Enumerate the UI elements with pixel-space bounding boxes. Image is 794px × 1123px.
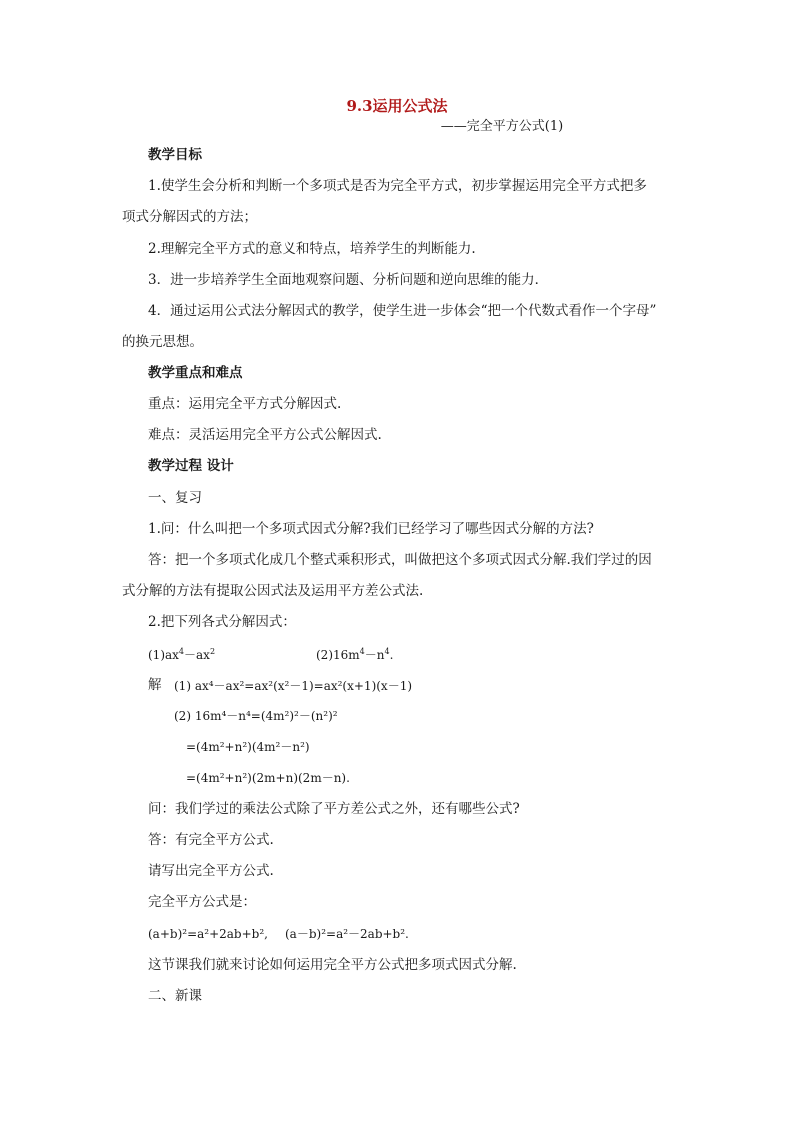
solution-line-1: (1) ax⁴－ax²=ax²(x²－1)=ax²(x+1)(x－1) [174,679,413,693]
page-subtitle [0,118,794,136]
key-points-heading: 教学重点和难点 [148,365,243,381]
formula-sum-square: (a+b)²=a²+2ab+b², [148,927,268,941]
question-2: 2.把下列各式分解因式： [148,614,296,630]
closing-statement: 这节课我们就来讨论如何运用完全平方公式把多项式因式分解. [148,957,517,973]
difficulty-point: 难点：灵活运用完全平方公式公解因式. [148,427,382,443]
solution-label: 解 [148,677,162,693]
formula-intro: 完全平方公式是： [148,894,256,910]
exercise-2-part: －n [364,648,385,662]
exercise-1-part: －ax [184,648,210,662]
goal-1-line-2: 项式分解因式的方法； [122,209,257,225]
goal-3: 3．进一步培养学生全面地观察问题、分析问题和逆向思维的能力． [148,272,549,288]
answer-3: 答：有完全平方公式. [148,832,274,848]
solution-line-2: (2) 16m⁴－n⁴=(4m²)²－(n²)² [174,709,338,723]
exercise-1: $(1)ax^4-ax^2$ [148,647,216,662]
page-title: 9.3运用公式法 [346,97,448,115]
question-1: 1.问：什么叫把一个多项式因式分解?我们已经学习了哪些因式分解的方法? [148,521,594,537]
review-heading: 一、复习 [148,490,202,506]
formula-diff-square: (a－b)²=a²－2ab+b². [285,927,409,941]
answer-1-line-1: 答：把一个多项式化成几个整式乘积形式，叫做把这个多项式因式分解.我们学过的因 [148,552,652,568]
goal-4-line-2: 的换元思想。 [122,334,203,350]
goals-heading: 教学目标 [148,147,202,163]
goal-2: 2.理解完全平方式的意义和特点，培养学生的判断能力. [148,241,476,257]
goal-1-line-1: 1.使学生会分析和判断一个多项式是否为完全平方式，初步掌握运用完全平方式把多 [148,178,647,194]
goal-4-line-1: 4．通过运用公式法分解因式的教学，使学生进一步体会“把一个代数式看作一个字母” [148,303,657,319]
subtitle-text: ——完全平方公式(1) [440,119,564,134]
answer-1-line-2: 式分解的方法有提取公因式法及运用平方差公式法. [122,583,424,599]
exercise-2: $(2)16m^4-n^4$. [316,647,394,662]
exercise-2-part: . [389,648,394,662]
new-lesson-heading: 二、新课 [148,988,202,1004]
solution-line-4: =(4m²+n²)(2m+n)(2m－n). [186,771,350,785]
exercise-1-part: (1)ax [148,648,179,662]
key-point: 重点：运用完全平方式分解因式. [148,396,342,412]
exercise-2-part: (2)16m [316,648,360,662]
solution-line-3: =(4m²+n²)(4m²－n²) [186,740,310,754]
process-heading: 教学过程 设计 [148,458,234,474]
formula-prompt: 请写出完全平方公式. [148,863,274,879]
question-3: 问：我们学过的乘法公式除了平方差公式之外，还有哪些公式? [148,801,520,817]
